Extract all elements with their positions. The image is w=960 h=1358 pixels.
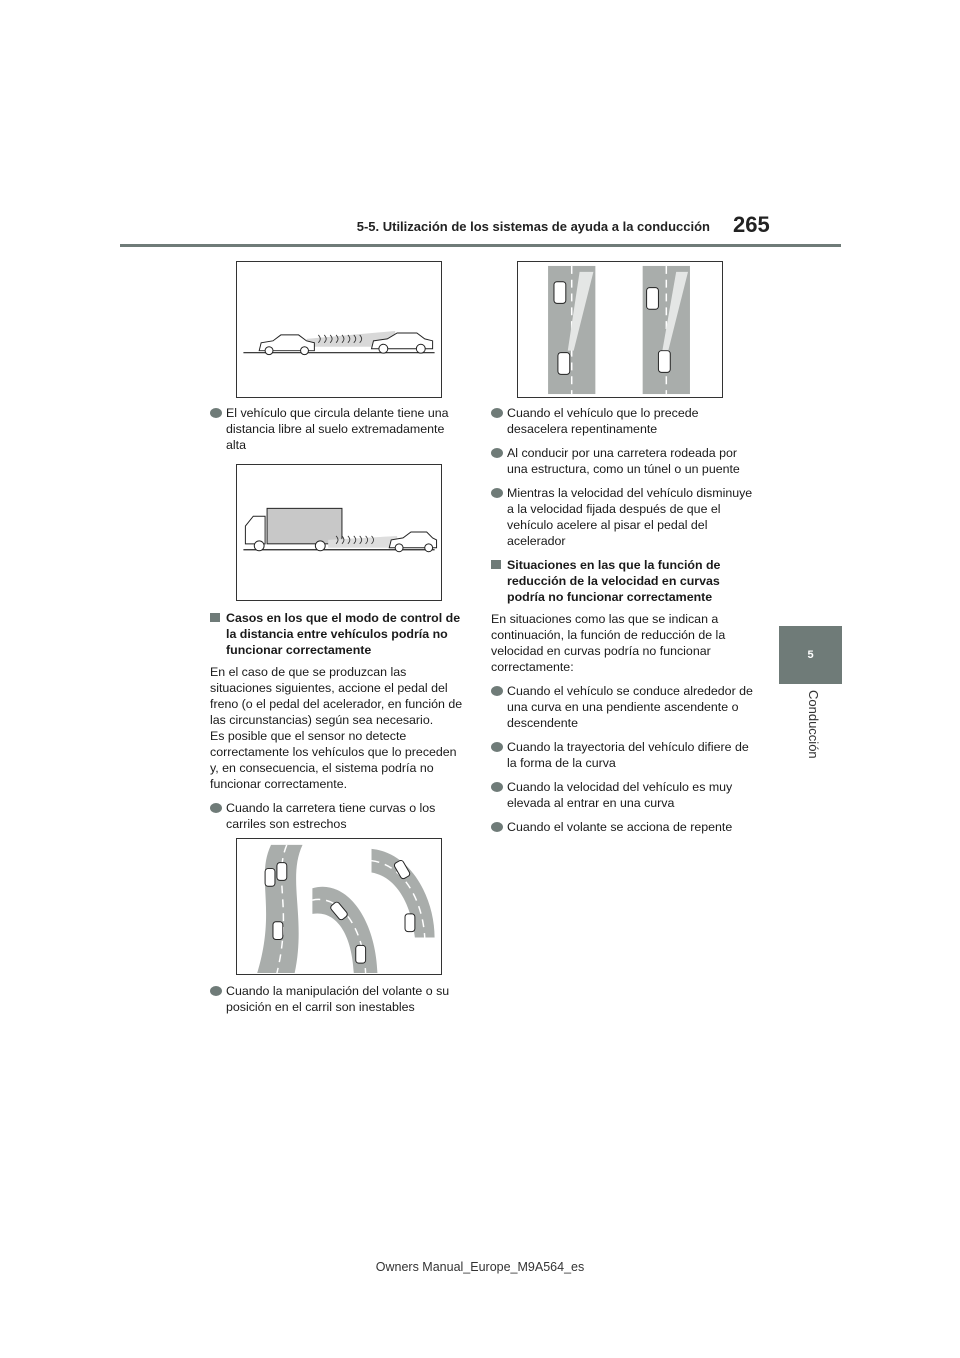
- list-item: Cuando el volante se acciona de repente: [491, 819, 753, 835]
- footer-text: Owners Manual_Europe_M9A564_es: [375, 1260, 585, 1274]
- paragraph: En el caso de que se produzcan las situaciones siguientes, accione el pedal del freno (o el pedal del acelerador, en función de las circunstancias) según sea necesario.: [210, 665, 463, 727]
- bullet-icon: [491, 448, 503, 458]
- chapter-tab[interactable]: 5: [779, 626, 842, 684]
- square-icon: [491, 560, 501, 569]
- list-item: Al conducir por una carretera rodeada por una estructura, como un túnel o un puente: [491, 445, 753, 477]
- bullet-icon: [491, 408, 503, 418]
- list-item: Cuando la manipulación del volante o su posición en el carril son inestables: [210, 983, 466, 1015]
- left-column-bottom: [210, 983, 466, 1023]
- bullet-icon: [491, 742, 503, 752]
- section-title: 5-5. Utilización de los sistemas de ayuda a la conducción: [356, 219, 710, 234]
- bullet-icon: [210, 986, 222, 996]
- paragraph: Es posible que el sensor no detecte correctamente los vehículos que lo preceden y, en consecuencia, el sistema podría no funcionar correctamente.: [210, 729, 457, 791]
- left-column-lower: [210, 608, 466, 840]
- list-item: Cuando la velocidad del vehículo es muy elevada al entrar en una curva: [491, 779, 753, 811]
- header-divider: [120, 244, 841, 247]
- section-heading: Casos en los que el modo de control de la distancia entre vehículos podría no funcionar correctamente: [210, 610, 466, 658]
- list-item: Cuando la trayectoria del vehículo difiere de la forma de la curva: [491, 739, 753, 771]
- page-number: 265: [733, 212, 770, 237]
- figure-vehicle-decelerating: [517, 261, 723, 398]
- figure-curved-roads: [236, 838, 442, 975]
- square-icon: [210, 613, 220, 622]
- paragraph: En situaciones como las que se indican a continuación, la función de reducción de la velocidad en curvas podría no funcionar correctamente:: [491, 612, 726, 674]
- right-column: [491, 405, 753, 843]
- bullet-icon: [210, 408, 222, 418]
- left-column: [210, 405, 466, 461]
- chapter-label: Conducción: [806, 690, 821, 759]
- bullet-icon: [491, 782, 503, 792]
- list-item: Mientras la velocidad del vehículo disminuye a la velocidad fijada después de que el vehículo acelere al pisar el pedal del acelerador: [491, 485, 753, 549]
- bullet-icon: [491, 822, 503, 832]
- bullet-icon: [210, 803, 222, 813]
- figure-truck-ahead: [236, 464, 442, 601]
- list-item: Cuando el vehículo se conduce alrededor de una curva en una pendiente ascendente o descendente: [491, 683, 753, 731]
- list-item: Cuando la carretera tiene curvas o los carriles son estrechos: [210, 800, 466, 832]
- section-heading: Situaciones en las que la función de reducción de la velocidad en curvas podría no funcionar correctamente: [491, 557, 753, 605]
- figure-high-clearance-vehicle: [236, 261, 442, 398]
- bullet-icon: [491, 686, 503, 696]
- list-item: El vehículo que circula delante tiene una distancia libre al suelo extremadamente alta: [210, 405, 466, 453]
- list-item: Cuando el vehículo que lo precede desacelera repentinamente: [491, 405, 753, 437]
- bullet-icon: [491, 488, 503, 498]
